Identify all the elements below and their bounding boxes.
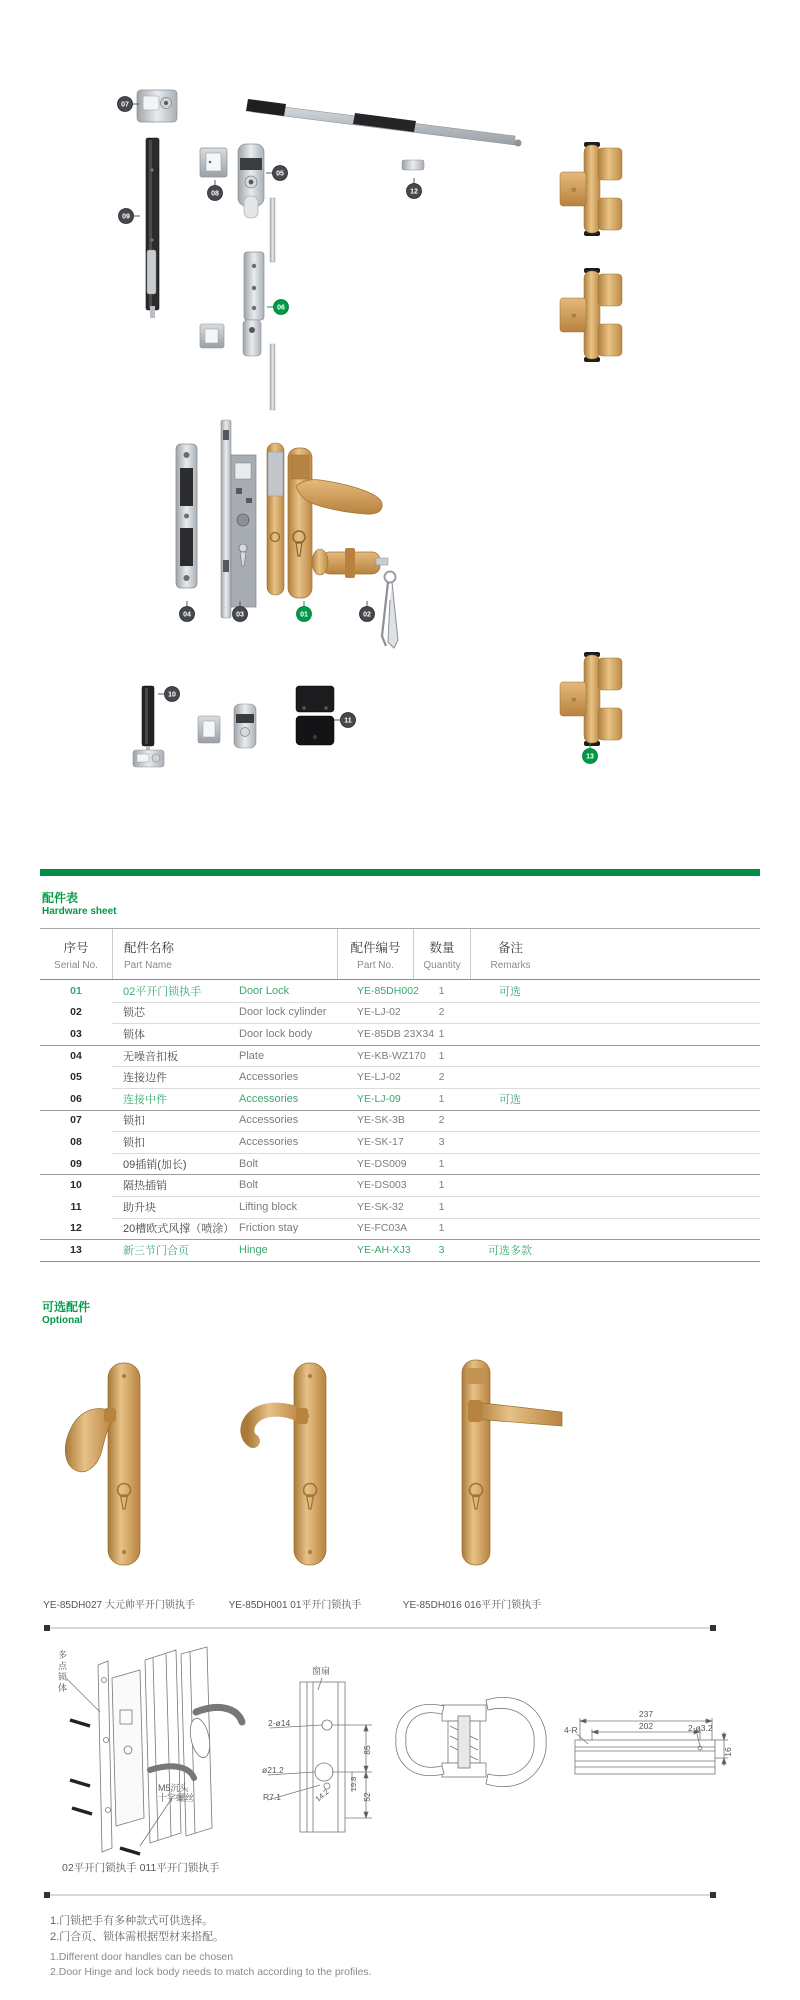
section-divider-bar bbox=[40, 869, 760, 876]
quantity-cell: 1 bbox=[438, 984, 445, 997]
part-name-en: Friction stay bbox=[239, 1222, 299, 1235]
part-friction-stay-12 bbox=[246, 99, 522, 170]
part-no-cell: YE-KB-WZ170 bbox=[357, 1049, 426, 1062]
table-row bbox=[40, 1196, 760, 1218]
quantity-cell: 2 bbox=[438, 1071, 445, 1084]
col-part-no-en: Part No. bbox=[357, 959, 394, 971]
serial-cell: 05 bbox=[70, 1071, 82, 1084]
drawing-handle-section bbox=[396, 1697, 546, 1786]
dim-d21-2: ø21.2 bbox=[262, 1765, 284, 1775]
serial-cell: 12 bbox=[70, 1222, 82, 1235]
quantity-cell: 2 bbox=[438, 1006, 445, 1019]
part-badge-02 bbox=[360, 601, 375, 622]
serial-cell: 02 bbox=[70, 1006, 82, 1019]
note-en-2: 2.Door Hinge and lock body needs to match according to the profiles. bbox=[50, 1966, 372, 1978]
part-name-cell bbox=[112, 1134, 337, 1150]
part-name-en: Bolt bbox=[239, 1157, 258, 1170]
part-lock-body-03 bbox=[221, 420, 256, 618]
dim-2xd3-2: 2-ø3.2 bbox=[688, 1723, 713, 1733]
part-name-zh: 锁扣 bbox=[123, 1115, 145, 1128]
remark-cell: 可选 bbox=[499, 985, 521, 998]
hardware-sheet-title-zh: 配件表 bbox=[42, 891, 79, 905]
part-name-cell bbox=[112, 1069, 337, 1085]
dim-202: 202 bbox=[638, 1721, 654, 1731]
part-name-en: Accessories bbox=[239, 1092, 299, 1105]
serial-cell: 11 bbox=[70, 1200, 82, 1213]
handle-ye85dh001 bbox=[247, 1363, 326, 1565]
part-no-cell: YE-FC03A bbox=[357, 1222, 408, 1235]
part-no-cell: YE-85DH002 bbox=[357, 984, 419, 997]
part-badge-12 bbox=[407, 178, 422, 199]
table-row bbox=[40, 1110, 760, 1132]
part-name-en: Bolt bbox=[239, 1179, 258, 1192]
part-name-en: Door lock cylinder bbox=[239, 1006, 327, 1019]
serial-cell: 07 bbox=[70, 1114, 82, 1127]
table-row bbox=[40, 1023, 760, 1045]
col-remarks-en: Remarks bbox=[490, 959, 531, 971]
part-no-cell: YE-85DB 23X34 bbox=[357, 1027, 435, 1040]
part-lifting-block-11 bbox=[296, 686, 334, 745]
col-part-name-zh: 配件名称 bbox=[124, 940, 175, 955]
part-name-en: Door lock body bbox=[239, 1027, 313, 1040]
remark-cell: 可选 bbox=[499, 1093, 521, 1106]
part-badge-01 bbox=[297, 601, 312, 622]
part-name-cell bbox=[112, 1199, 337, 1215]
note-en-1: 1.Different door handles can be chosen bbox=[50, 1951, 234, 1963]
serial-cell: 04 bbox=[70, 1049, 82, 1062]
optional-title-en: Optional bbox=[42, 1315, 83, 1326]
drawing-multipoint-lock bbox=[66, 1647, 242, 1854]
serial-cell: 09 bbox=[70, 1157, 82, 1170]
dim-52: 52 bbox=[362, 1792, 372, 1802]
quantity-cell: 3 bbox=[438, 1135, 445, 1148]
part-name-zh: 隔热插销 bbox=[123, 1180, 167, 1193]
part-small-square bbox=[200, 324, 224, 348]
hardware-sheet-title-en: Hardware sheet bbox=[42, 906, 117, 917]
serial-cell: 01 bbox=[70, 984, 82, 997]
note-zh-2: 2.门合页、锁体需根据型材来搭配。 bbox=[50, 1931, 225, 1943]
part-name-zh: 02平开门锁执手 bbox=[123, 985, 202, 998]
part-name-zh: 助升块 bbox=[123, 1201, 156, 1214]
handle-caption-2: YE-85DH001 01平开门锁执手 bbox=[228, 1600, 362, 1611]
dim-2xd14: 2-ø14 bbox=[268, 1718, 291, 1728]
part-rod bbox=[270, 198, 275, 262]
note-zh-1: 1.门锁把手有多种款式可供选择。 bbox=[50, 1915, 214, 1927]
svg-text:01: 01 bbox=[300, 611, 308, 619]
handle-ye85dh027 bbox=[65, 1363, 140, 1565]
quantity-cell: 1 bbox=[438, 1200, 445, 1213]
part-name-zh: 无噪音扣板 bbox=[123, 1050, 178, 1063]
drawing-sash-profile bbox=[268, 1678, 372, 1832]
svg-text:10: 10 bbox=[168, 691, 176, 699]
part-no-cell: YE-SK-17 bbox=[357, 1135, 404, 1148]
svg-text:13: 13 bbox=[586, 753, 594, 761]
part-keeper-07 bbox=[137, 90, 177, 122]
screw-label-line2: 十字螺丝 bbox=[158, 1793, 195, 1803]
part-badge-11 bbox=[334, 713, 356, 728]
svg-text:07: 07 bbox=[121, 101, 129, 109]
part-name-cell bbox=[112, 1156, 337, 1172]
part-strike-plate-04 bbox=[176, 444, 197, 588]
dim-4r: 4-R bbox=[564, 1725, 578, 1735]
part-bolt-09 bbox=[146, 138, 159, 318]
part-hinge-1 bbox=[560, 142, 622, 236]
table-row bbox=[40, 1002, 760, 1024]
part-name-cell bbox=[112, 983, 337, 999]
col-part-name bbox=[112, 929, 337, 979]
part-no-cell: YE-SK-32 bbox=[357, 1200, 404, 1213]
col-serial-zh: 序号 bbox=[63, 940, 89, 955]
quantity-cell: 1 bbox=[438, 1049, 445, 1062]
quantity-cell: 1 bbox=[438, 1027, 445, 1040]
part-name-cell bbox=[112, 1112, 337, 1128]
svg-text:11: 11 bbox=[344, 717, 352, 725]
part-block-small bbox=[198, 716, 220, 743]
remark-cell: 可选多款 bbox=[488, 1244, 532, 1257]
part-no-cell: YE-SK-3B bbox=[357, 1114, 405, 1127]
part-name-en: Plate bbox=[239, 1049, 265, 1062]
part-name-zh: 连接中件 bbox=[123, 1093, 167, 1106]
handle-caption-3: YE-85DH016 016平开门锁执手 bbox=[402, 1600, 542, 1611]
quantity-cell: 1 bbox=[438, 1179, 445, 1192]
part-connector-06 bbox=[244, 252, 264, 320]
table-row bbox=[40, 1131, 760, 1153]
part-no-cell: YE-LJ-02 bbox=[357, 1071, 401, 1084]
part-rod-2 bbox=[270, 344, 275, 410]
part-latch-05 bbox=[238, 144, 264, 218]
part-name-en: Door Lock bbox=[239, 984, 290, 997]
table-row bbox=[40, 1066, 760, 1088]
part-hinge-2 bbox=[560, 268, 622, 362]
part-name-zh: 连接边件 bbox=[123, 1072, 167, 1085]
part-name-en: Accessories bbox=[239, 1071, 299, 1084]
serial-cell: 03 bbox=[70, 1027, 82, 1040]
part-door-handle-01 bbox=[267, 443, 382, 598]
hardware-sheet-table bbox=[40, 928, 760, 1262]
part-name-en: Accessories bbox=[239, 1114, 299, 1127]
hardware-table-body bbox=[40, 980, 760, 1262]
col-quantity-en: Quantity bbox=[423, 959, 461, 971]
table-row bbox=[40, 1088, 760, 1110]
part-name-zh: 09插销(加长) bbox=[123, 1158, 187, 1171]
col-serial-en: Serial No. bbox=[54, 959, 98, 971]
col-filler bbox=[550, 929, 760, 979]
part-badge-13 bbox=[583, 743, 598, 764]
part-no-cell: YE-LJ-09 bbox=[357, 1092, 401, 1105]
exploded-hardware-diagram: ⚒ 07090805120604 03 01 02101113 bbox=[0, 0, 800, 800]
part-badge-10 bbox=[158, 687, 180, 702]
part-small-latch bbox=[243, 320, 261, 356]
table-row bbox=[40, 1218, 760, 1240]
serial-cell: 10 bbox=[70, 1179, 82, 1192]
svg-text:08: 08 bbox=[211, 190, 219, 198]
table-row bbox=[40, 1045, 760, 1067]
quantity-cell: 3 bbox=[438, 1243, 445, 1256]
drawings-caption: 02平开门锁执手 011平开门锁执手 bbox=[62, 1862, 220, 1874]
part-no-cell: YE-DS003 bbox=[357, 1179, 407, 1192]
part-name-cell bbox=[112, 1004, 337, 1020]
part-name-zh: 新三节门合页 bbox=[123, 1244, 189, 1257]
part-badge-06 bbox=[267, 300, 289, 315]
multipoint-lock-label: 多点锁体 bbox=[57, 1650, 67, 1694]
table-row bbox=[40, 1239, 760, 1261]
col-serial bbox=[40, 929, 112, 979]
part-name-cell bbox=[112, 1091, 337, 1107]
handle-caption-1: YE-85DH027 大元帅平开门锁执手 bbox=[43, 1600, 195, 1611]
part-name-zh: 20槽欧式风撑（喷涂） bbox=[123, 1223, 235, 1236]
part-badge-08 bbox=[208, 180, 223, 201]
part-name-cell bbox=[112, 1048, 337, 1064]
part-badge-04 bbox=[180, 601, 195, 622]
part-name-cell bbox=[112, 1177, 337, 1193]
part-no-cell: YE-AH-XJ3 bbox=[357, 1243, 411, 1256]
table-header bbox=[40, 928, 760, 980]
quantity-cell: 1 bbox=[438, 1092, 445, 1105]
table-row bbox=[40, 980, 760, 1002]
svg-text:02: 02 bbox=[363, 611, 371, 619]
col-part-no bbox=[337, 929, 413, 979]
part-name-cell bbox=[112, 1026, 337, 1042]
dim-r7-1: R7.1 bbox=[263, 1792, 281, 1802]
dim-16: 16 bbox=[723, 1747, 733, 1757]
part-name-cell bbox=[112, 1242, 337, 1258]
part-name-zh: 锁扣 bbox=[123, 1136, 145, 1149]
svg-text:05: 05 bbox=[276, 170, 284, 178]
part-keeper-small bbox=[133, 750, 164, 767]
quantity-cell: 1 bbox=[438, 1157, 445, 1170]
part-name-zh: 锁芯 bbox=[123, 1007, 145, 1020]
table-row bbox=[40, 1174, 760, 1196]
part-name-zh: 锁体 bbox=[123, 1028, 145, 1041]
quantity-cell: 1 bbox=[438, 1222, 445, 1235]
col-remarks-zh: 备注 bbox=[497, 940, 523, 955]
part-name-en: Lifting block bbox=[239, 1200, 298, 1213]
part-badge-05 bbox=[266, 166, 288, 181]
part-cylinder-02 bbox=[312, 548, 398, 648]
part-name-cell bbox=[112, 1220, 337, 1236]
part-block-08 bbox=[200, 148, 227, 177]
part-name-en: Hinge bbox=[239, 1243, 268, 1256]
col-part-no-zh: 配件编号 bbox=[350, 940, 401, 955]
svg-text:03: 03 bbox=[236, 611, 244, 619]
serial-cell: 08 bbox=[70, 1135, 82, 1148]
col-remarks bbox=[470, 929, 550, 979]
svg-text:06: 06 bbox=[277, 304, 285, 312]
optional-handles-figure bbox=[0, 1350, 800, 1580]
serial-cell: 06 bbox=[70, 1092, 82, 1105]
screw-label bbox=[158, 1783, 194, 1803]
part-no-cell: YE-DS009 bbox=[357, 1157, 407, 1170]
quantity-cell: 2 bbox=[438, 1114, 445, 1127]
svg-text:04: 04 bbox=[183, 611, 191, 619]
col-part-name-en: Part Name bbox=[124, 959, 172, 971]
svg-text:09: 09 bbox=[122, 213, 130, 221]
screw-label-line1: M5沉头 bbox=[158, 1783, 189, 1793]
handle-ye85dh016 bbox=[462, 1360, 562, 1565]
diagram-number-badges bbox=[118, 97, 598, 764]
part-latch-small bbox=[234, 704, 256, 748]
dim-19-8: 19.8 bbox=[349, 1776, 358, 1792]
dim-85: 85 bbox=[362, 1745, 372, 1755]
sash-label: 窗扇 bbox=[312, 1666, 331, 1676]
svg-text:12: 12 bbox=[410, 188, 418, 196]
col-quantity-zh: 数量 bbox=[429, 940, 455, 955]
part-badge-09 bbox=[119, 209, 141, 224]
dim-14-2: 14.2 bbox=[313, 1787, 331, 1804]
table-row bbox=[40, 1153, 760, 1175]
part-hinge-3 bbox=[560, 652, 622, 746]
part-badge-07 bbox=[118, 97, 140, 112]
part-name-en: Accessories bbox=[239, 1135, 299, 1148]
part-no-cell: YE-LJ-02 bbox=[357, 1006, 401, 1019]
serial-cell: 13 bbox=[70, 1243, 82, 1256]
part-bolt-10 bbox=[142, 686, 154, 760]
col-quantity bbox=[413, 929, 470, 979]
dim-237: 237 bbox=[638, 1709, 654, 1719]
optional-title-zh: 可选配件 bbox=[42, 1300, 91, 1314]
